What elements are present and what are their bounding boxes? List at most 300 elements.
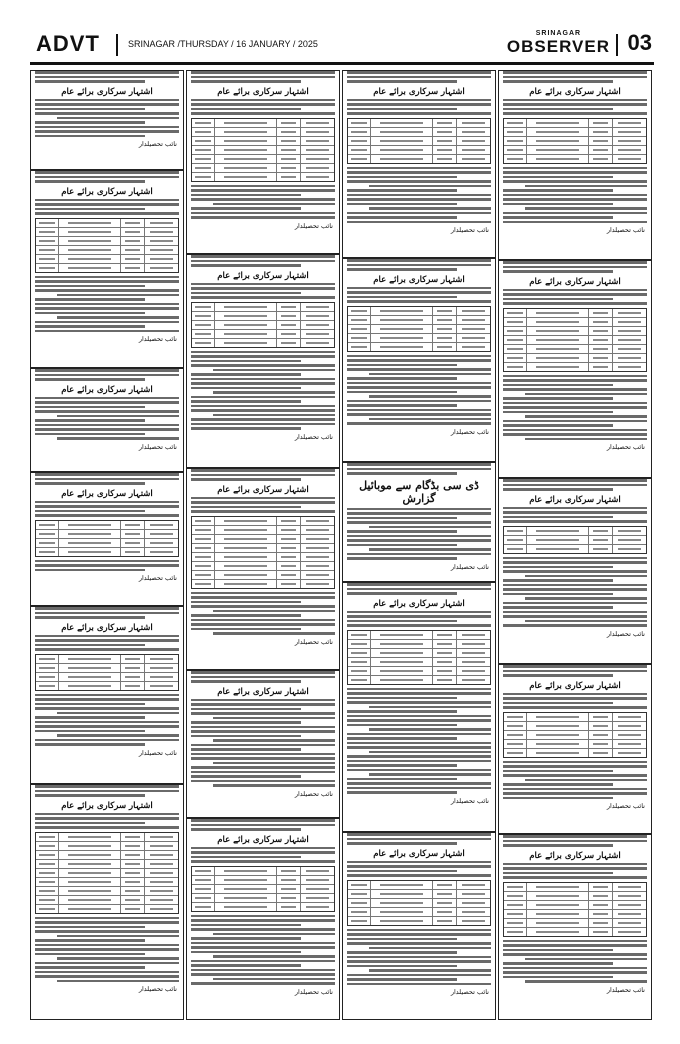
notice-body-line [525,620,647,623]
cell-text [195,140,211,142]
cell-text [462,319,485,321]
cell-text [125,881,141,883]
notice-body-line [191,185,335,188]
notice-address-line [191,264,301,267]
table-cell [432,899,455,907]
notice-body-line [191,735,301,738]
notice-body-line [35,564,179,567]
cell-text [281,520,297,522]
table-row [504,731,646,740]
cell-text [380,893,423,895]
table-cell [504,354,526,362]
notice-body-line [347,746,491,749]
cell-text [536,131,579,133]
notice-body-line [35,635,179,638]
notice-body-line [35,725,179,728]
notice-body-line [35,716,145,719]
notice-address-line [347,76,491,79]
cell-text [593,913,609,915]
cell-text [150,542,173,544]
cell-text [195,879,211,881]
cell-text [536,752,579,754]
table-cell [432,316,455,324]
table-cell [588,749,611,757]
table-cell [58,673,120,681]
cell-text [195,538,211,540]
advertisement-page [30,70,654,1018]
cell-text [618,734,641,736]
table-cell [348,676,370,684]
notice-body-line [503,693,647,696]
cell-text [150,863,173,865]
table-cell [588,536,611,544]
table-cell [370,631,432,639]
table-cell [526,527,588,535]
table-row [36,655,178,664]
table-cell [192,155,214,163]
table-cell [120,833,143,841]
table-row [192,164,334,173]
cell-text [195,158,211,160]
notice-address-line [191,469,335,472]
cell-text [125,222,141,224]
table-cell [456,343,490,351]
cell-text [39,267,55,269]
notice-body-line [191,605,335,608]
table-cell [36,228,58,236]
table-cell [58,228,120,236]
table-row [348,881,490,890]
table-row [504,901,646,910]
notice-body-line [191,964,301,967]
table-row [348,917,490,925]
cell-text [593,886,609,888]
notice-address-line [35,478,179,481]
cell-text [437,634,453,636]
cell-text [281,583,297,585]
table-cell [214,903,276,911]
table-cell [120,655,143,663]
table-cell [192,321,214,329]
table-cell [370,890,432,898]
table-cell [192,894,214,902]
cell-text [351,346,367,348]
cell-text [507,743,523,745]
notice-body-line [191,355,335,358]
cell-text [618,752,641,754]
cell-text [224,583,267,585]
notice-body-line [347,624,491,627]
notice-body-line [191,506,301,509]
table-cell [144,664,178,672]
table-cell [144,237,178,245]
cell-text [150,685,173,687]
table-cell [36,548,58,556]
cell-text [39,685,55,687]
cell-text [195,315,211,317]
notice-body-line [35,703,145,706]
table-cell [588,892,611,900]
cell-text [224,333,267,335]
table-cell [214,517,276,525]
table-row [504,327,646,336]
notice-body-line [347,176,457,179]
table-cell [58,246,120,254]
notice-body-line [347,701,491,704]
notice-body-line [191,614,301,617]
notice-address-line [191,80,301,83]
cell-text [536,321,579,323]
table-cell [58,682,120,690]
table-row [348,137,490,146]
notice-body-line [57,415,179,418]
notice-signatory: نائب تحصیلدار [138,335,177,343]
cell-text [593,725,609,727]
table-cell [58,530,120,538]
table-cell [612,345,646,353]
table-cell [300,885,334,893]
table-row [504,722,646,731]
table-cell [36,521,58,529]
table-cell [504,128,526,136]
cell-text [150,845,173,847]
table-cell [58,896,120,904]
table-cell [526,722,588,730]
notice-body-line [35,289,179,292]
land-record-table [35,654,179,691]
cell-text [462,337,485,339]
notice-address-line [35,71,179,74]
table-cell [214,894,276,902]
table-cell [58,833,120,841]
cell-text [306,176,329,178]
table-row [36,219,178,228]
notice-body-line [503,867,647,870]
notice-body-line [213,784,335,787]
notice-body-line [191,775,301,778]
table-cell [370,334,432,342]
table-cell [526,713,588,721]
cell-text [39,524,55,526]
cell-text [593,357,609,359]
notice-body-line [347,764,457,767]
cell-text [507,922,523,924]
cell-text [593,330,609,332]
table-cell [120,255,143,263]
notice-body-line [347,386,491,389]
cell-text [68,231,111,233]
notice-body-line [503,774,647,777]
newspaper-logo [507,30,610,57]
table-cell [348,307,370,315]
cell-text [125,658,141,660]
cell-text [351,679,367,681]
table-cell [192,312,214,320]
cell-text [224,158,267,160]
notice-body-line [191,780,335,783]
land-record-table [503,712,647,758]
table-cell [588,363,611,371]
table-cell [120,521,143,529]
cell-text [281,324,297,326]
notice-body-line [347,778,457,781]
table-cell [214,535,276,543]
cell-text [536,158,579,160]
table-cell [36,673,58,681]
cell-text [281,167,297,169]
table-cell [214,867,276,875]
table-cell [504,722,526,730]
notice-body-line [503,103,647,106]
notice-address-line [191,71,335,74]
cell-text [39,676,55,678]
notice-body-line [503,216,613,219]
cell-text [437,643,453,645]
table-cell [214,119,276,127]
table-cell [526,146,588,154]
notice-heading: اشتہار سرکاری برائے عام [217,834,309,845]
notice-body-line [213,369,335,372]
cell-text [380,319,423,321]
table-cell [300,128,334,136]
table-cell [612,327,646,335]
notice-body-line [35,930,179,933]
table-cell [276,867,299,875]
cell-text [380,679,423,681]
table-cell [456,307,490,315]
table-cell [348,640,370,648]
cell-text [224,149,267,151]
notice-body-line [191,382,335,385]
table-cell [588,327,611,335]
notice-signatory: نائب تحصیلدار [138,985,177,993]
table-cell [120,530,143,538]
table-cell [504,901,526,909]
table-cell [58,878,120,886]
table-row [504,336,646,345]
table-row [36,851,178,860]
cell-text [462,661,485,663]
table-cell [588,119,611,127]
cell-text [536,548,579,550]
cell-text [125,863,141,865]
notice-body-line [35,926,145,929]
cell-text [507,131,523,133]
notice-body-line [369,526,491,529]
notice-body-line [525,207,647,210]
notice-body-line [213,203,335,206]
table-cell [192,146,214,154]
table-cell [144,842,178,850]
notice-body-line [191,418,335,421]
notice-body-line [191,960,335,963]
cell-text [68,908,111,910]
cell-text [39,533,55,535]
cell-text [380,634,423,636]
table-cell [36,255,58,263]
notice-address-line [503,488,613,491]
table-cell [276,330,299,338]
table-cell [612,883,646,891]
notice-body-line [503,611,647,614]
table-row [348,128,490,137]
cell-text [281,538,297,540]
table-row [348,667,490,676]
cell-text [507,716,523,718]
table-cell [612,137,646,145]
table-row [504,354,646,363]
notice-body-line [347,194,491,197]
cell-text [224,122,267,124]
cell-text [536,357,579,359]
cell-text [462,884,485,886]
cell-text [536,539,579,541]
table-row [504,155,646,163]
cell-text [281,888,297,890]
land-record-table [191,302,335,348]
land-record-table [191,866,335,912]
cell-text [306,529,329,531]
notice-body-line [347,391,457,394]
table-cell [276,562,299,570]
notice-body-line [347,956,491,959]
notice-body-line [35,743,145,746]
table-cell [456,334,490,342]
table-cell [612,527,646,535]
table-cell [214,137,276,145]
cell-text [618,913,641,915]
table-row [348,631,490,640]
cell-text [68,667,111,669]
notice-body-line [191,409,335,412]
table-cell [58,237,120,245]
notice-body-line [191,400,301,403]
notice-body-line [35,739,179,742]
table-row [192,173,334,181]
cell-text [224,879,267,881]
notice-body-line [503,797,613,800]
cell-text [306,879,329,881]
table-cell [588,731,611,739]
table-cell [370,343,432,351]
notice-heading: اشتہار سرکاری برائے عام [529,680,621,691]
public-notice [186,70,340,254]
notice-body-line [191,915,335,918]
notice-body-line [369,418,491,421]
cell-text [306,140,329,142]
table-cell [370,137,432,145]
cell-text [195,583,211,585]
masthead [30,28,654,65]
notice-address-line [35,176,179,179]
table-cell [348,649,370,657]
notice-address-line [191,819,335,822]
notice-heading: اشتہار سرکاری برائے عام [529,494,621,505]
table-cell [612,336,646,344]
notice-body-line [213,955,335,958]
table-cell [276,526,299,534]
notice-body-line [347,929,491,932]
notice-body-line [503,516,613,519]
notice-signatory: نائب تحصیلدار [450,226,489,234]
table-cell [300,894,334,902]
notice-body-line [525,393,647,396]
notice-body-line [35,285,145,288]
table-row [192,155,334,164]
cell-text [306,574,329,576]
notice-address-line [347,842,457,845]
table-row [192,580,334,588]
notice-address-line [503,76,647,79]
table-cell [526,309,588,317]
notice-body-line [191,592,335,595]
table-cell [120,860,143,868]
cell-text [462,149,485,151]
notice-body-line [347,198,491,201]
public-notice [30,784,184,1020]
cell-text [224,547,267,549]
notice-body-line [347,521,491,524]
table-cell [276,517,299,525]
table-cell [120,851,143,859]
notice-address-line [503,261,647,264]
notice-body-line [191,942,335,945]
cell-text [125,685,141,687]
notice-body-line [369,207,491,210]
table-cell [370,667,432,675]
cell-text [150,231,173,233]
cell-text [306,324,329,326]
notice-body-line [57,980,179,983]
notice-address-line [35,482,145,485]
table-cell [58,255,120,263]
cell-text [380,337,423,339]
cell-text [593,931,609,933]
table-row [36,530,178,539]
table-row [192,128,334,137]
table-cell [456,316,490,324]
table-cell [120,228,143,236]
notice-body-line [191,982,335,985]
table-cell [276,903,299,911]
notice-body-line [191,721,301,724]
table-cell [192,535,214,543]
notice-body-line [35,321,179,324]
table-cell [370,155,432,163]
notice-body-line [35,510,145,513]
table-cell [36,219,58,227]
notice-body-line [525,438,647,441]
table-row [36,255,178,264]
notice-body-line [503,588,647,591]
notice-body-line [35,126,179,129]
notice-body-line [347,535,491,538]
notice-body-line [191,753,335,756]
notice-body-line [347,978,457,981]
notice-body-line [35,514,179,517]
table-cell [612,545,646,553]
cell-text [224,167,267,169]
cell-text [507,122,523,124]
table-cell [300,303,334,311]
cell-text [593,321,609,323]
table-cell [370,146,432,154]
notice-address-line [35,378,145,381]
notice-address-line [347,583,491,586]
cell-text [125,533,141,535]
table-cell [276,580,299,588]
table-cell [276,894,299,902]
